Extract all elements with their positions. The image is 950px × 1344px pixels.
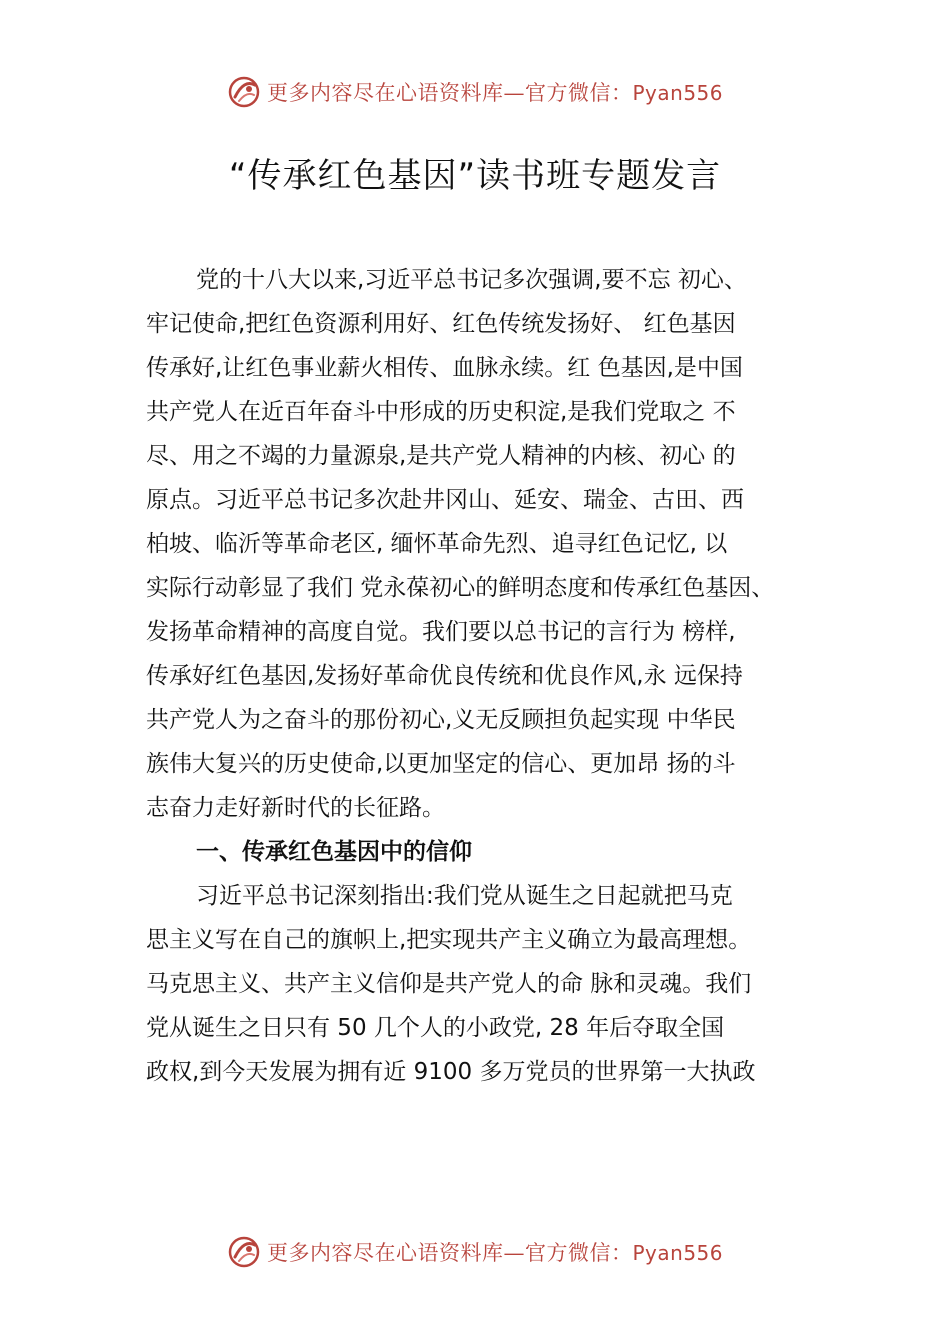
watermark-label: 更多内容尽在心语资料库—官方微信： [266,1241,633,1265]
body-line: 志奋力走好新时代的长征路。 [146,795,445,821]
body-line: 党从诞生之日只有 50 几个人的小政党, 28 年后夺取全国 [146,1015,725,1041]
body-line: 党的十八大以来,习近平总书记多次强调,要不忘 初心、 [196,267,747,293]
watermark-text [267,1237,723,1267]
body-line: 牢记使命,把红色资源利用好、红色传统发扬好、 红色基因 [146,311,736,337]
watermark-label: 更多内容尽在心语资料库—官方微信： [266,81,633,105]
body-line: 共产党人在近百年奋斗中形成的历史积淀,是我们党取之 不 [146,399,736,425]
body-line: 共产党人为之奋斗的那份初心,义无反顾担负起实现 中华民 [146,707,736,733]
body-line: 习近平总书记深刻指出:我们党从诞生之日起就把马克 [196,883,733,909]
section-heading: 一、传承红色基因中的信仰 [196,839,472,865]
body-line: 柏坡、临沂等革命老区, 缅怀革命先烈、追寻红色记忆, 以 [146,531,728,557]
body-line: 政权,到今天发展为拥有近 9100 多万党员的世界第一大执政 [146,1059,756,1085]
body-line: 实际行动彰显了我们 党永葆初心的鲜明态度和传承红色基因、 [146,575,775,601]
body-line: 发扬革命精神的高度自觉。我们要以总书记的言行为 榜样, [146,619,736,645]
body-line: 传承好红色基因,发扬好革命优良传统和优良作风,永 远保持 [146,663,743,689]
body-line: 原点。习近平总书记多次赴井冈山、延安、瑞金、古田、西 [146,487,744,513]
brand-logo-icon [227,75,261,109]
document-body [146,258,846,1094]
body-line: 传承好,让红色事业薪火相传、血脉永续。红 色基因,是中国 [146,355,743,381]
footer-watermark-banner [0,1232,950,1272]
body-line: 马克思主义、共产主义信仰是共产党人的命 脉和灵魂。我们 [146,971,752,997]
brand-logo-icon [227,1235,261,1269]
watermark-text [267,77,723,107]
body-line: 尽、用之不竭的力量源泉,是共产党人精神的内核、初心 的 [146,443,736,469]
body-line: 族伟大复兴的历史使命,以更加坚定的信心、更加昂 扬的斗 [146,751,736,777]
header-watermark-banner [0,72,950,112]
watermark-wechat-id: Pyan556 [632,1241,723,1265]
body-line: 思主义写在自己的旗帜上,把实现共产主义确立为最高理想。 [146,927,752,953]
watermark-wechat-id: Pyan556 [632,81,723,105]
document-title: “传承红色基因”读书班专题发言 [228,156,722,196]
